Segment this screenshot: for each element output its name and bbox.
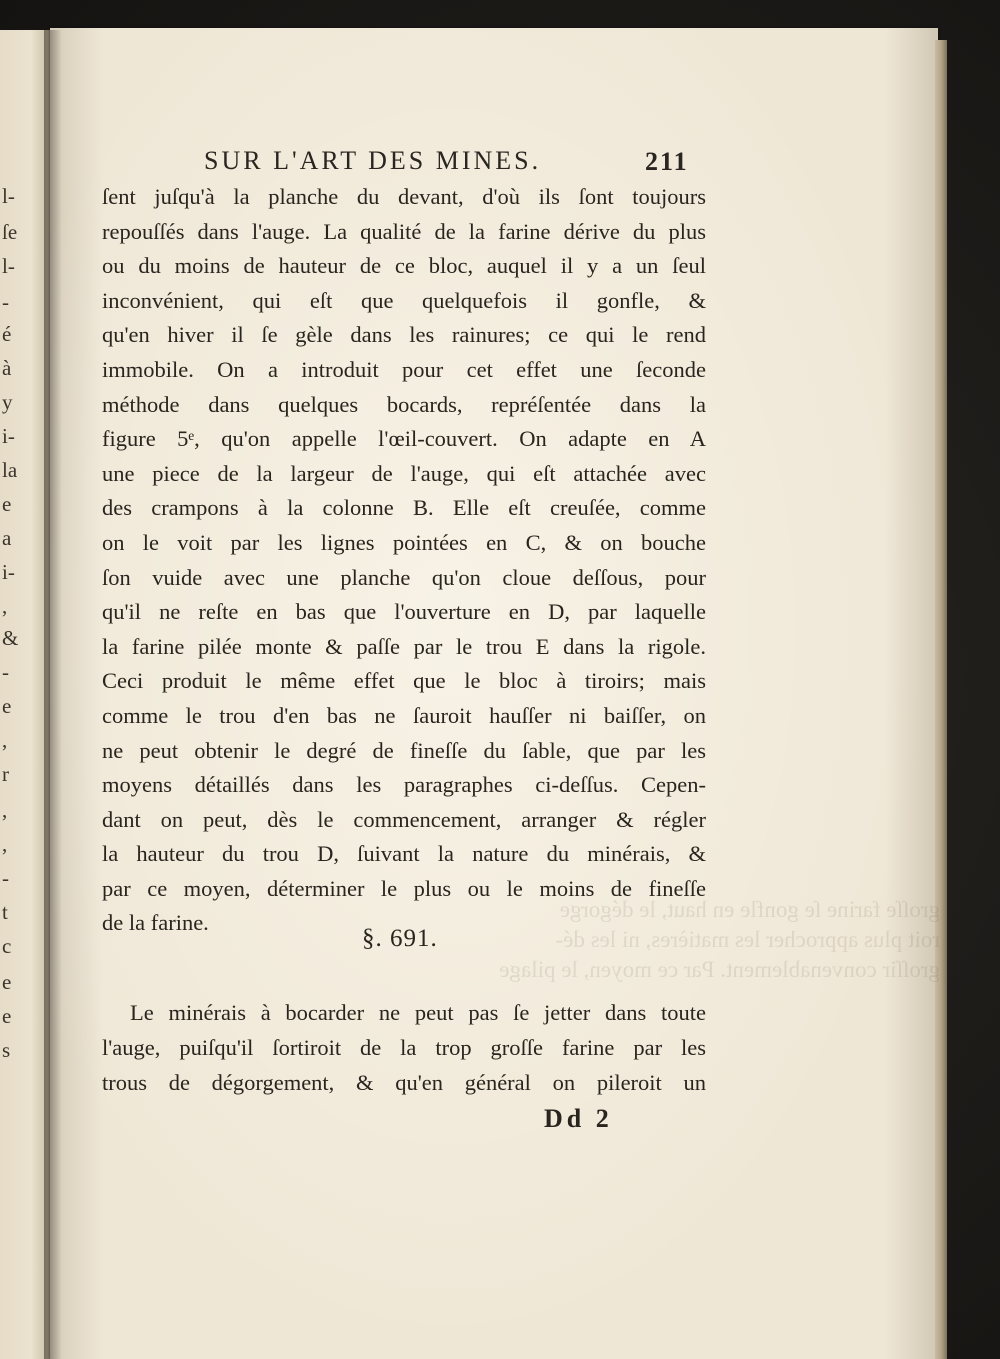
verso-fragment: c xyxy=(2,934,12,958)
text-line: qu'en hiver il ſe gèle dans les rainures; ce qui le rend xyxy=(102,322,706,348)
verso-fragment: - xyxy=(2,660,9,684)
verso-fragment: - xyxy=(2,290,9,314)
body-paragraph xyxy=(102,180,706,941)
text-line: l'auge, puiſqu'il ſortiroit de la trop groſſe farine par les xyxy=(102,1035,706,1060)
verso-fragment: & xyxy=(2,626,19,650)
show-through-text: groſſe farine ſe gonfle en haut, le dégorge roit plus approcher les matières, ni les dé- groſſir convenablement. Par ce moyen, le pilage xyxy=(499,897,940,982)
text-line: qu'il ne reſte en bas que l'ouverture en D, par laquelle xyxy=(102,599,706,625)
text-line: figure 5ᵉ, qu'on appelle l'œil-couvert. On adapte en A xyxy=(102,426,706,452)
verso-fragment: a xyxy=(2,526,12,550)
verso-fragment: e xyxy=(2,694,12,718)
text-line: moyens détaillés dans les paragraphes ci-deſſus. Cepen- xyxy=(102,772,706,798)
verso-fragment: e xyxy=(2,970,12,994)
verso-fragment: l- xyxy=(2,254,15,278)
text-line: comme le trou d'en bas ne ſauroit hauſſer ni baiſſer, on xyxy=(102,702,706,728)
gutter-shadow xyxy=(44,30,62,1359)
verso-fragment: , xyxy=(2,798,8,822)
body-paragraph-2 xyxy=(102,995,706,1100)
text-line: méthode dans quelques bocards, repréſentée dans la xyxy=(102,391,706,417)
verso-fragment: à xyxy=(2,356,12,380)
text-line: de la farine. xyxy=(102,910,209,936)
verso-fragment: - xyxy=(2,866,9,890)
text-line: des crampons à la colonne B. Elle eſt creuſée, comme xyxy=(102,495,706,521)
verso-fragment: i- xyxy=(2,560,15,584)
page-fore-edge xyxy=(935,40,947,1359)
text-line: dant on peut, dès le commencement, arranger & régler xyxy=(102,806,706,832)
text-line: Le minérais à bocarder ne peut pas ſe jetter dans toute xyxy=(130,1000,706,1025)
text-line: trous de dégorgement, & qu'en général on pileroit un xyxy=(102,1070,706,1095)
text-line: la hauteur du trou D, ſuivant la nature du minérais, & xyxy=(102,841,706,867)
signature-mark: Dd 2 xyxy=(544,1104,613,1133)
text-line: repouſſés dans l'auge. La qualité de la farine dérive du plus xyxy=(102,218,706,244)
text-line: on le voit par les lignes pointées en C, & on bouche xyxy=(102,529,706,555)
verso-fragment: é xyxy=(2,322,12,346)
verso-fragment: , xyxy=(2,728,8,752)
text-line: ne peut obtenir le degré de fineſſe du ſable, que par les xyxy=(102,737,706,763)
verso-fragment: , xyxy=(2,594,8,618)
verso-fragment: e xyxy=(2,492,12,516)
text-line: ou du moins de hauteur de ce bloc, auquel il y a un ſeul xyxy=(102,253,706,279)
text-line: ſent juſqu'à la planche du devant, d'où ils ſont toujours xyxy=(102,184,706,209)
text-line: une piece de la largeur de l'auge, qui eſt attachée avec xyxy=(102,460,706,486)
text-line: Ceci produit le même effet que le bloc à tiroirs; mais xyxy=(102,668,706,694)
verso-fragment: ſe xyxy=(2,220,18,244)
verso-fragment: r xyxy=(2,762,9,786)
text-line: inconvénient, qui eſt que quelquefois il gonfle, & xyxy=(102,287,706,313)
text-line: par ce moyen, déterminer le plus ou le moins de fineſſe xyxy=(102,875,706,901)
verso-fragment: , xyxy=(2,832,8,856)
verso-fragment: la xyxy=(2,458,18,482)
verso-fragment: t xyxy=(2,900,8,924)
verso-fragment: l- xyxy=(2,184,15,208)
text-line: la farine pilée monte & paſſe par le trou E dans la rigole. xyxy=(102,633,706,659)
running-head: SUR L'ART DES MINES. xyxy=(204,146,542,175)
text-line: immobile. On a introduit pour cet effet une ſeconde xyxy=(102,356,706,382)
page-number: 211 xyxy=(645,147,689,176)
text-line: ſon vuide avec une planche qu'on cloue deſſous, pour xyxy=(102,564,706,590)
verso-fragment: s xyxy=(2,1038,11,1062)
verso-fragment: y xyxy=(2,390,13,414)
verso-fragment: i- xyxy=(2,424,15,448)
verso-fragment: e xyxy=(2,1004,12,1028)
section-heading: §. 691. xyxy=(362,925,438,952)
